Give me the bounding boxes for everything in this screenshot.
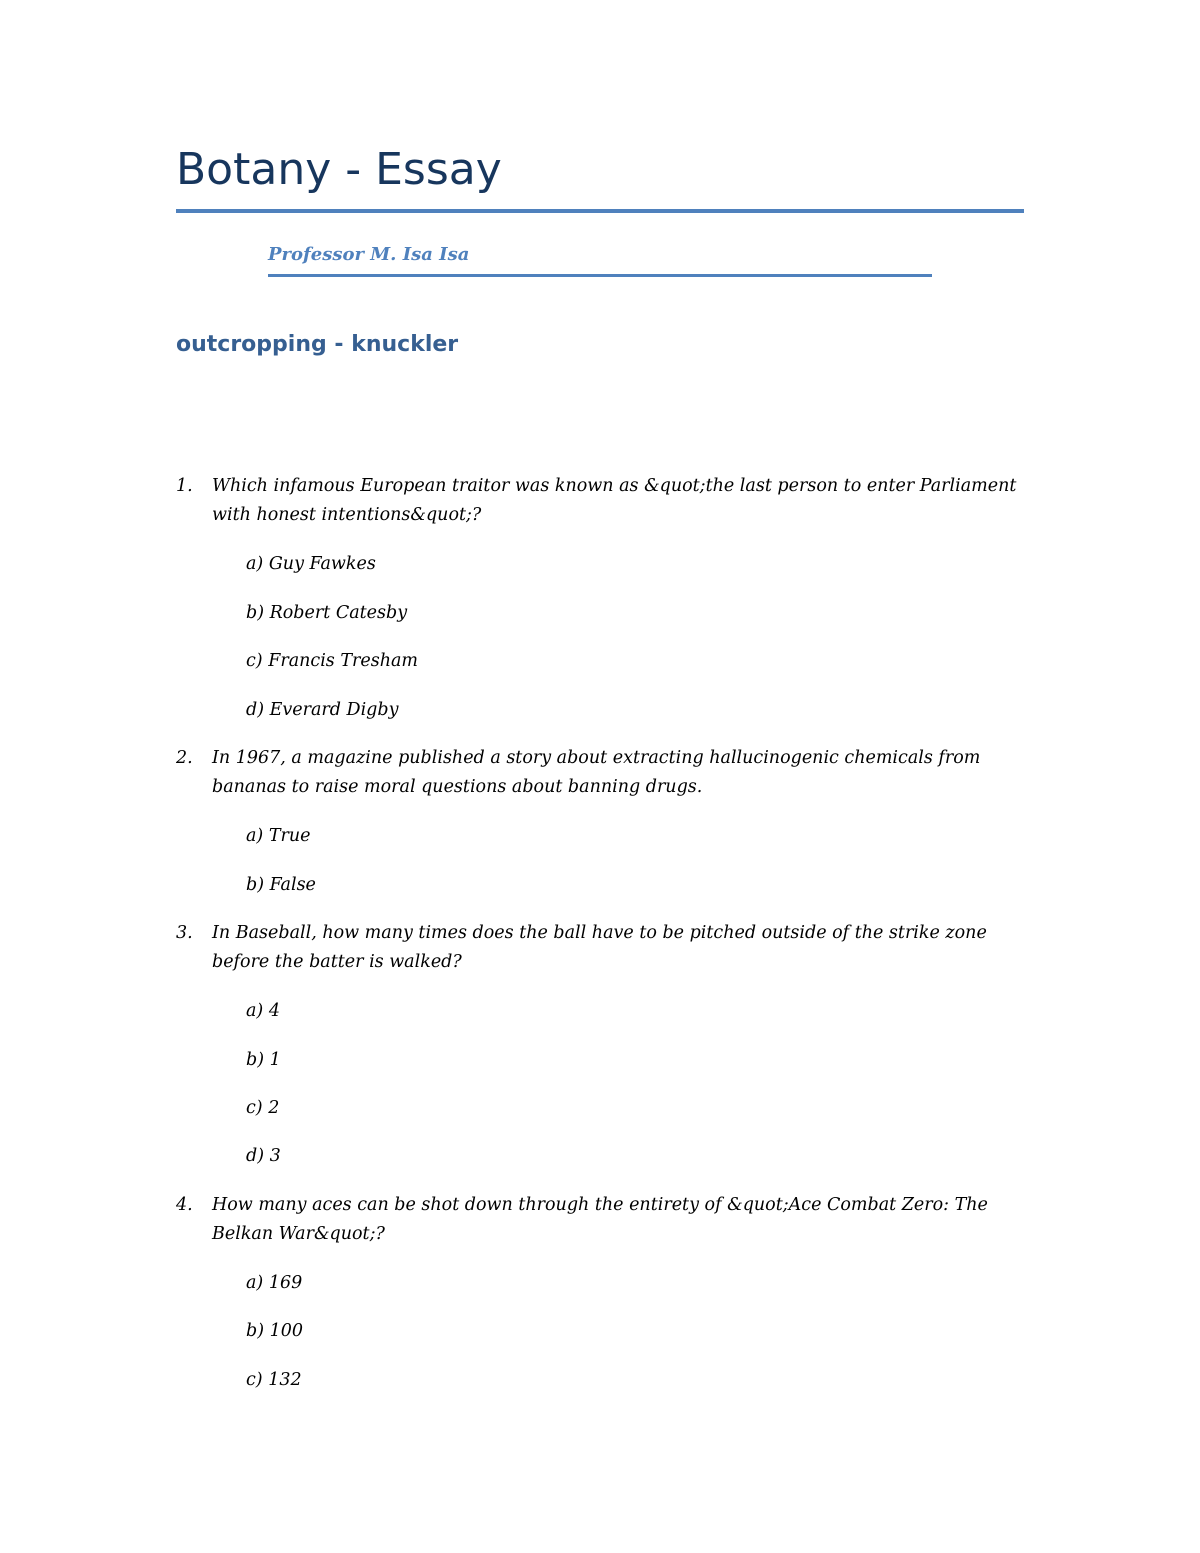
answer-option: a) 4 — [246, 1001, 280, 1021]
answer-option: a) 169 — [246, 1273, 303, 1293]
document-title: Botany - Essay — [176, 144, 502, 195]
answer-option: a) Guy Fawkes — [246, 554, 376, 574]
answer-option: b) 1 — [246, 1050, 281, 1070]
answer-option: c) Francis Tresham — [246, 651, 419, 671]
question-number: 2. — [176, 748, 193, 768]
question-number: 1. — [176, 476, 193, 496]
answer-option: a) True — [246, 826, 311, 846]
answer-option: b) 100 — [246, 1321, 303, 1341]
answer-option: d) Everard Digby — [246, 700, 399, 720]
question-text: In 1967, a magazine published a story about extracting hallucinogenic chemicals from bananas to raise moral questions about banning drugs. — [212, 748, 981, 797]
question-number: 3. — [176, 923, 193, 943]
question-number: 4. — [176, 1195, 193, 1215]
author-subtitle: Professor M. Isa Isa — [268, 244, 470, 265]
section-heading: outcropping - knuckler — [176, 332, 459, 357]
answer-option: d) 3 — [246, 1146, 281, 1166]
question-text: In Baseball, how many times does the ball have to be pitched outside of the strike zone before the batter is walked? — [212, 923, 987, 972]
question-text: Which infamous European traitor was known as &quot;the last person to enter Parliament with honest intentions&quot;? — [212, 476, 1017, 525]
answer-option: b) False — [246, 875, 316, 895]
title-divider — [176, 209, 1024, 213]
question-text: How many aces can be shot down through the entirety of &quot;Ace Combat Zero: The Belkan War&quot;? — [212, 1195, 988, 1244]
subtitle-divider — [268, 274, 932, 277]
answer-option: c) 2 — [246, 1098, 280, 1118]
answer-option: b) Robert Catesby — [246, 603, 408, 623]
answer-option: c) 132 — [246, 1370, 302, 1390]
